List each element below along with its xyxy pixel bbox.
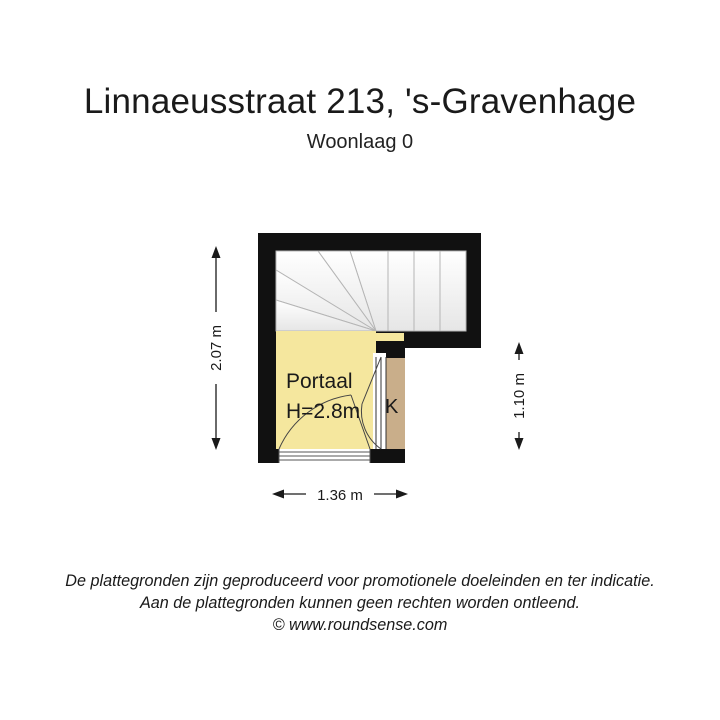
staircase — [276, 251, 466, 331]
room-name-label: Portaal — [286, 370, 353, 393]
room-height-label: H=2.8m — [286, 400, 361, 423]
disclaimer-line-2: Aan de plattegronden kunnen geen rechten worden ontleend. — [139, 594, 581, 612]
dimension-right — [509, 342, 529, 450]
disclaimer — [0, 570, 720, 636]
dimension-bottom — [272, 484, 408, 504]
plan-title: Linnaeusstraat 213, 's-Gravenhage — [83, 82, 637, 121]
dimension-left-label: 2.07 m — [208, 325, 225, 371]
dimension-left — [206, 246, 226, 450]
disclaimer-line-1: De plattegronden zijn geproduceerd voor promotionele doeleinden en ter indicatie. — [65, 572, 655, 590]
floor-level-label: Woonlaag 0 — [306, 131, 414, 153]
dimension-bottom-label: 1.36 m — [317, 487, 363, 504]
closet-label: K — [385, 396, 399, 418]
copyright-line: © www.roundsense.com — [272, 616, 448, 634]
dimension-right-label: 1.10 m — [511, 373, 528, 419]
